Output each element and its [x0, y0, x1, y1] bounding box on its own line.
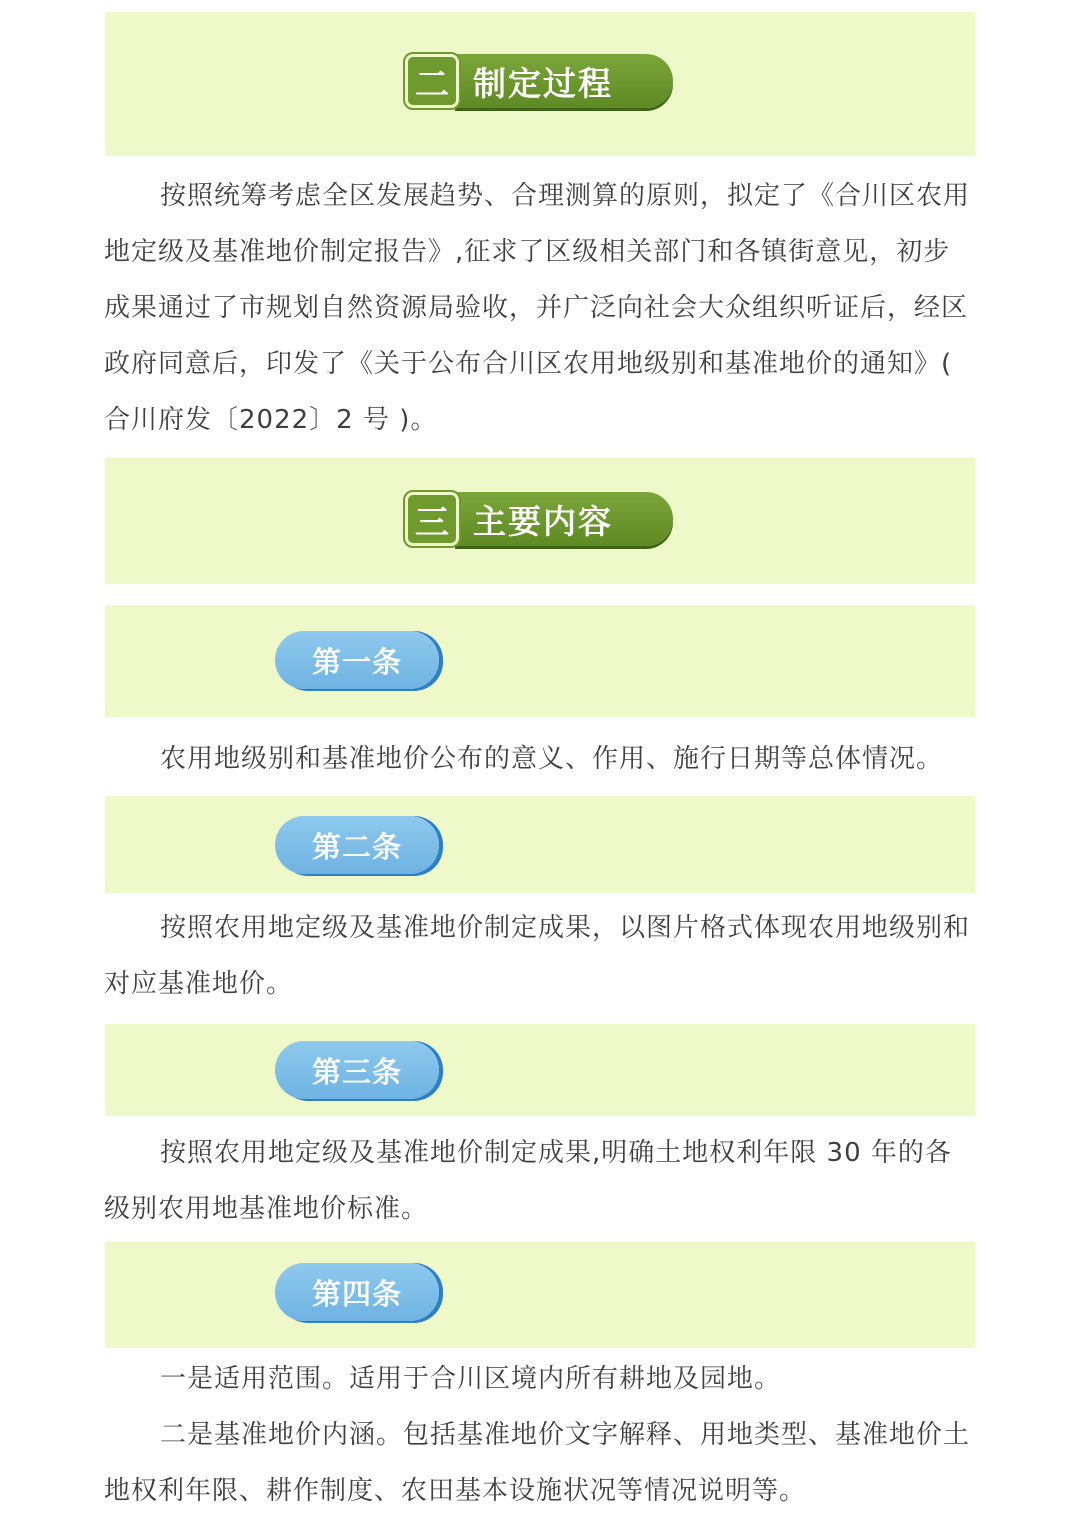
article-2-label: 第二条	[275, 816, 439, 874]
section-3-title: 主要内容	[455, 492, 673, 546]
article-4-item-2: 二是基准地价内涵。包括基准地价文字解释、用地类型、基准地价土地权利年限、耕作制度、农田基本设施状况等情况说明等。	[104, 1420, 971, 1506]
article-3-text: 按照农用地定级及基准地价制定成果,明确土地权利年限 30 年的各级别农用地基准地价标准。	[104, 1138, 952, 1224]
article-4-label: 第四条	[275, 1263, 439, 1321]
article-band	[105, 605, 975, 717]
article-3-label: 第三条	[275, 1041, 439, 1099]
article-4-item-1: 一是适用范围。适用于合川区境内所有耕地及园地。	[160, 1364, 782, 1394]
article-band	[105, 1024, 975, 1116]
section-2-paragraph: 按照统筹考虑全区发展趋势、合理测算的原则，拟定了《合川区农用地定级及基准地价制定报告》,征求了区级相关部门和各镇街意见，初步成果通过了市规划自然资源局验收，并广泛向社会大众组织听证后，经区政府同意后，印发了《关于公布合川区农用地级别和基准地价的通知》( 合川府发〔2022〕2 号 )。	[104, 181, 971, 435]
section-3-number: 三	[405, 492, 459, 546]
section-3-badge	[405, 492, 673, 548]
article-band	[105, 1242, 975, 1348]
article-1-label: 第一条	[275, 631, 439, 689]
section-2-badge	[405, 54, 673, 110]
section-2-number: 二	[405, 54, 459, 108]
article-band	[105, 796, 975, 893]
article-1-text: 农用地级别和基准地价公布的意义、作用、施行日期等总体情况。	[160, 744, 944, 774]
article-2-text: 按照农用地定级及基准地价制定成果，以图片格式体现农用地级别和对应基准地价。	[104, 913, 971, 999]
section-2-title: 制定过程	[455, 54, 673, 108]
